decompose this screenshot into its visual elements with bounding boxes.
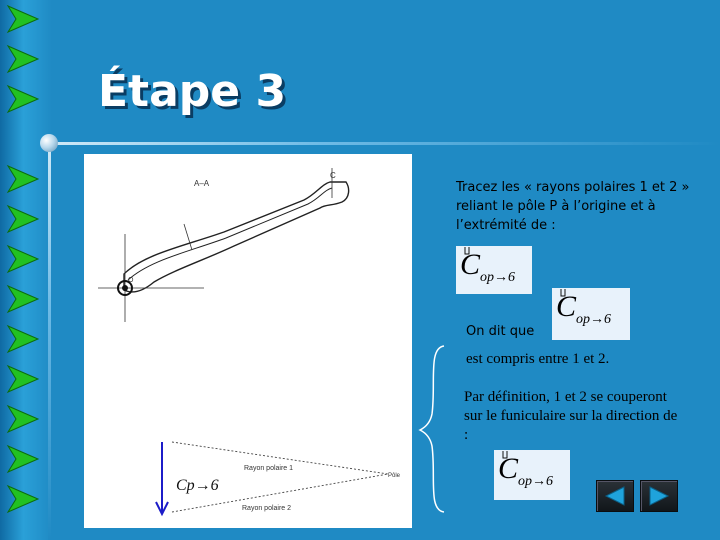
technical-drawing [84, 154, 412, 528]
next-slide-button[interactable] [640, 480, 678, 512]
chevron-decoration [6, 44, 40, 74]
label-c: C [330, 171, 336, 180]
label-o: O [128, 277, 134, 284]
chevron-decoration [6, 324, 40, 354]
vertical-rule [48, 148, 51, 540]
on-dit-que-text: On dit que [466, 324, 535, 339]
formula-cop6-3 [494, 450, 570, 500]
pivot-inner [122, 285, 128, 291]
formula-cop6-2 [552, 288, 630, 340]
chevron-decoration [6, 444, 40, 474]
lever-inner-line [128, 188, 332, 280]
chevron-decoration [6, 364, 40, 394]
lever-outline [124, 182, 349, 292]
rayon-polaire-1-label: Rayon polaire 1 [244, 465, 294, 472]
section-label: A–A [194, 179, 210, 188]
previous-slide-button[interactable] [596, 480, 634, 512]
title-underline [52, 142, 720, 145]
formula-subscript: op→6 [518, 474, 553, 489]
est-compris-text: est compris entre 1 et 2. [466, 351, 610, 367]
curly-bracket [418, 344, 448, 514]
chevron-decoration [6, 284, 40, 314]
chevron-decoration [6, 484, 40, 514]
chevron-decoration [6, 4, 40, 34]
formula-symbol: C [460, 248, 481, 281]
slide-title: Étape 3 [98, 66, 287, 117]
triangle-left-icon [604, 486, 626, 506]
par-definition-text: Par définition, 1 et 2 se couperont sur le funiculaire sur la direction de : [464, 389, 678, 443]
lever-drawing [84, 154, 412, 528]
triangle-right-icon [648, 486, 670, 506]
formula-cop6-1 [456, 246, 532, 294]
chevron-decoration [6, 404, 40, 434]
formula-subscript: op→6 [576, 312, 611, 327]
section-line [184, 224, 192, 250]
chevron-decoration [6, 84, 40, 114]
chevron-decoration [6, 204, 40, 234]
pole-label: Pôle [388, 473, 401, 479]
rayon-polaire-2-label: Rayon polaire 2 [242, 505, 292, 512]
formula-symbol: C [556, 290, 577, 323]
slide-binding-decoration [0, 0, 52, 540]
formula-symbol: C [498, 452, 519, 485]
chevron-decoration [6, 164, 40, 194]
instruction-text: Tracez les « rayons polaires 1 et 2 » reliant le pôle P à l’origine et à l’extrémité de : [456, 180, 690, 233]
formula-subscript: op→6 [480, 270, 515, 285]
rule-knob [40, 134, 58, 152]
force-label: Cp→6 [176, 477, 219, 494]
chevron-decoration [6, 244, 40, 274]
